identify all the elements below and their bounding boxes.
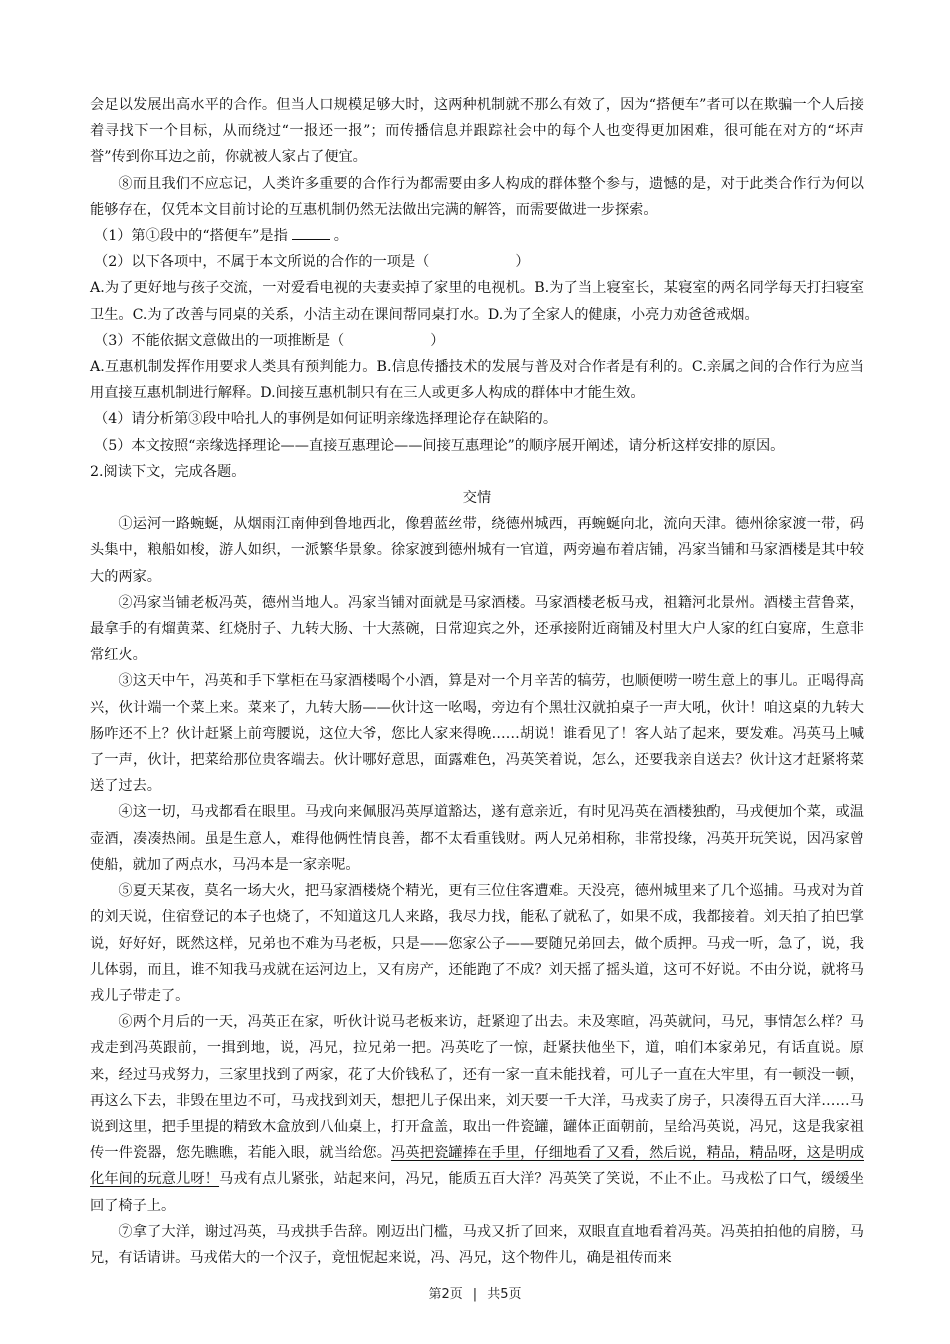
story-title: 交情 bbox=[462, 490, 492, 507]
question-3-end: ） bbox=[430, 332, 445, 349]
page-number: 第2页 bbox=[428, 1287, 463, 1302]
question-1-end: 。 bbox=[333, 228, 348, 245]
question-1-text: （1）第①段中的“搭便车”是指 bbox=[94, 228, 288, 245]
question-1-blank bbox=[292, 225, 330, 240]
question-3-options: A.互惠机制发挥作用要求人类具有预判能力。B.信息传播技术的发展与普及对合作者是有利的。C.亲属之间的合作行为应当用直接互惠机制进行解释。D.间接互惠机制只有在三人或更多人构成的群体中才能生效。 bbox=[90, 359, 864, 402]
story-paragraph-4: ④这一切，马戎都看在眼里。马戎向来佩服冯英厚道豁达，遂有意亲近，有时见冯英在酒楼独酌，马戎便加个菜，或温壶酒，凑凑热闹。虽是生意人，难得他俩性情良善，都不太看重钱财。两人兄弟相称，非常投缘，冯英开玩笑说，因冯家曾使船，就加了两点水，马冯本是一家亲呢。 bbox=[90, 804, 864, 873]
document-body bbox=[90, 92, 864, 1271]
section-2-intro: 2.阅读下文，完成各题。 bbox=[90, 463, 246, 480]
question-3-text: （3）不能依据文意做出的一项推断是（ bbox=[94, 332, 345, 349]
story-paragraph-1: ①运河一路蜿蜒，从烟雨江南伸到鲁地西北，像碧蓝丝带，绕德州城西，再蜿蜒向北，流向天津。德州徐家渡一带，码头集中，粮船如梭，游人如织，一派繁华景象。徐家渡到德州城有一官道，两旁遍布着店铺，冯家当铺和马家酒楼是其中较大的两家。 bbox=[90, 516, 864, 585]
footer-separator: | bbox=[472, 1287, 478, 1302]
question-3 bbox=[90, 328, 864, 354]
question-2-end: ） bbox=[515, 254, 530, 271]
story-paragraph-6-part-b: 马戎有点儿紧张，站起来问，冯兄，能质五百大洋？冯英笑了笑说，不止不止。马戎松了口气，缓缓坐回了椅子上。 bbox=[90, 1171, 864, 1214]
question-2 bbox=[90, 249, 864, 275]
story-paragraph-2: ②冯家当铺老板冯英，德州当地人。冯家当铺对面就是马家酒楼。马家酒楼老板马戎，祖籍河北景州。酒楼主营鲁菜，最拿手的有熘黄菜、红烧肘子、九转大肠、十大蒸碗，日常迎宾之外，还承接附近商铺及村里大户人家的红白宴席，生意非常红火。 bbox=[90, 594, 864, 664]
underlined-sentence: 冯英把瓷罐捧在手里，仔细地看了又看，然后说，精品，精品呀，这是明成化年间的玩意儿呀！ bbox=[90, 1145, 864, 1188]
page-footer bbox=[0, 1283, 950, 1302]
story-paragraph-3: ③这天中午，冯英和手下掌柜在马家酒楼喝个小酒，算是对一个月辛苦的犒劳，也顺便唠一唠生意上的事儿。正喝得高兴，伙计端一个菜上来。菜来了，九转大肠——伙计这一吆喝，旁边有个黑壮汉就拍桌子一声大吼，伙计！咱这桌的九转大肠咋还不上？伙计赶紧上前弯腰说，这位大爷，您比人家来得晚……胡说！谁看见了！客人站了起来，要发难。冯英马上喊了一声，伙计，把菜给那位贵客端去。伙计哪好意思，面露难色，冯英笑着说，怎么，还要我亲自送去？伙计这才赶紧将菜送了过去。 bbox=[90, 673, 864, 795]
story-paragraph-5: ⑤夏天某夜，莫名一场大火，把马家酒楼烧个精光，更有三位住客遭难。天没亮，德州城里来了几个巡捕。马戎对为首的刘天说，住宿登记的本子也烧了，不知道这几人来路，我尽力找，能私了就私了，如果不成，我都接着。刘天拍了拍巴掌说，好好好，既然这样，兄弟也不难为马老板，只是——您家公子——要随兄弟回去，做个质押。马戎一听，急了，说，我儿体弱，而且，谁不知我马戎就在运河边上，又有房产，还能跑了不成？刘天摇了摇头道，这可不好说。不由分说，就将马戎儿子带走了。 bbox=[90, 883, 864, 1004]
story-paragraph-6 bbox=[90, 1009, 864, 1219]
question-4: （4）请分析第③段中哈扎人的事例是如何证明亲缘选择理论存在缺陷的。 bbox=[94, 411, 558, 428]
question-2-text: （2）以下各项中，不属于本文所说的合作的一项是（ bbox=[94, 254, 430, 271]
paragraph-8: ⑧而且我们不应忘记，人类许多重要的合作行为都需要由多人构成的群体整个参与，遗憾的是，对于此类合作行为何以能够存在，仅凭本文目前讨论的互惠机制仍然无法做出完满的解答，而需要做进一步探索。 bbox=[90, 175, 864, 218]
story-paragraph-6-part-a: ⑥两个月后的一天，冯英正在家，听伙计说马老板来访，赶紧迎了出去。未及寒暄，冯英就问，马兄，事情怎么样？马戎走到冯英跟前，一揖到地，说，冯兄，拉兄弟一把。冯英吃了一惊，赶紧扶他坐下，道，咱们本家弟兄，有话直说。原来，经过马戎努力，三家里找到了两家，花了大价钱私了，还有一家一直未能找着，可儿子一直在大牢里，有一顿没一顿，再这么下去，非毁在里边不可，马戎找到刘天，想把儿子保出来，刘天要一千大洋，马戎卖了房子，只凑得五百大洋……马说到这里，把手里提的精致木盒放到八仙桌上，打开盒盖，取出一件瓷罐，罐体正面朝前，呈给冯英说，冯兄，这是我家祖传一件瓷器，您先瞧瞧，若能入眼，就当给您。 bbox=[90, 1014, 864, 1162]
page-total: 共5页 bbox=[487, 1287, 522, 1302]
question-1 bbox=[90, 223, 864, 249]
question-2-options: A.为了更好地与孩子交流，一对爱看电视的夫妻卖掉了家里的电视机。B.为了当上寝室长，某寝室的两名同学每天打扫寝室卫生。C.为了改善与同桌的关系，小洁主动在课间帮同桌打水。D.为了全家人的健康，小亮力劝爸爸戒烟。 bbox=[90, 280, 864, 323]
story-paragraph-7: ⑦拿了大洋，谢过冯英，马戎拱手告辞。刚迈出门槛，马戎又折了回来，双眼直直地看着冯英。冯英拍拍他的肩膀，马兄，有话请讲。马戎偌大的一个汉子，竟忸怩起来说，冯、冯兄，这个物件儿，确是祖传而来 bbox=[90, 1223, 864, 1266]
question-5: （5）本文按照“亲缘选择理论——直接互惠理论——间接互惠理论”的顺序展开阐述，请分析这样安排的原因。 bbox=[94, 437, 785, 454]
paragraph-7-continuation: 会足以发展出高水平的合作。但当人口规模足够大时，这两种机制就不那么有效了，因为“搭便车”者可以在欺骗一个人后接着寻找下一个目标，从而绕过“一报还一报”；而传播信息并跟踪社会中的每个人也变得更加困难，很可能在对方的“坏声誉”传到你耳边之前，你就被人家占了便宜。 bbox=[90, 97, 864, 166]
